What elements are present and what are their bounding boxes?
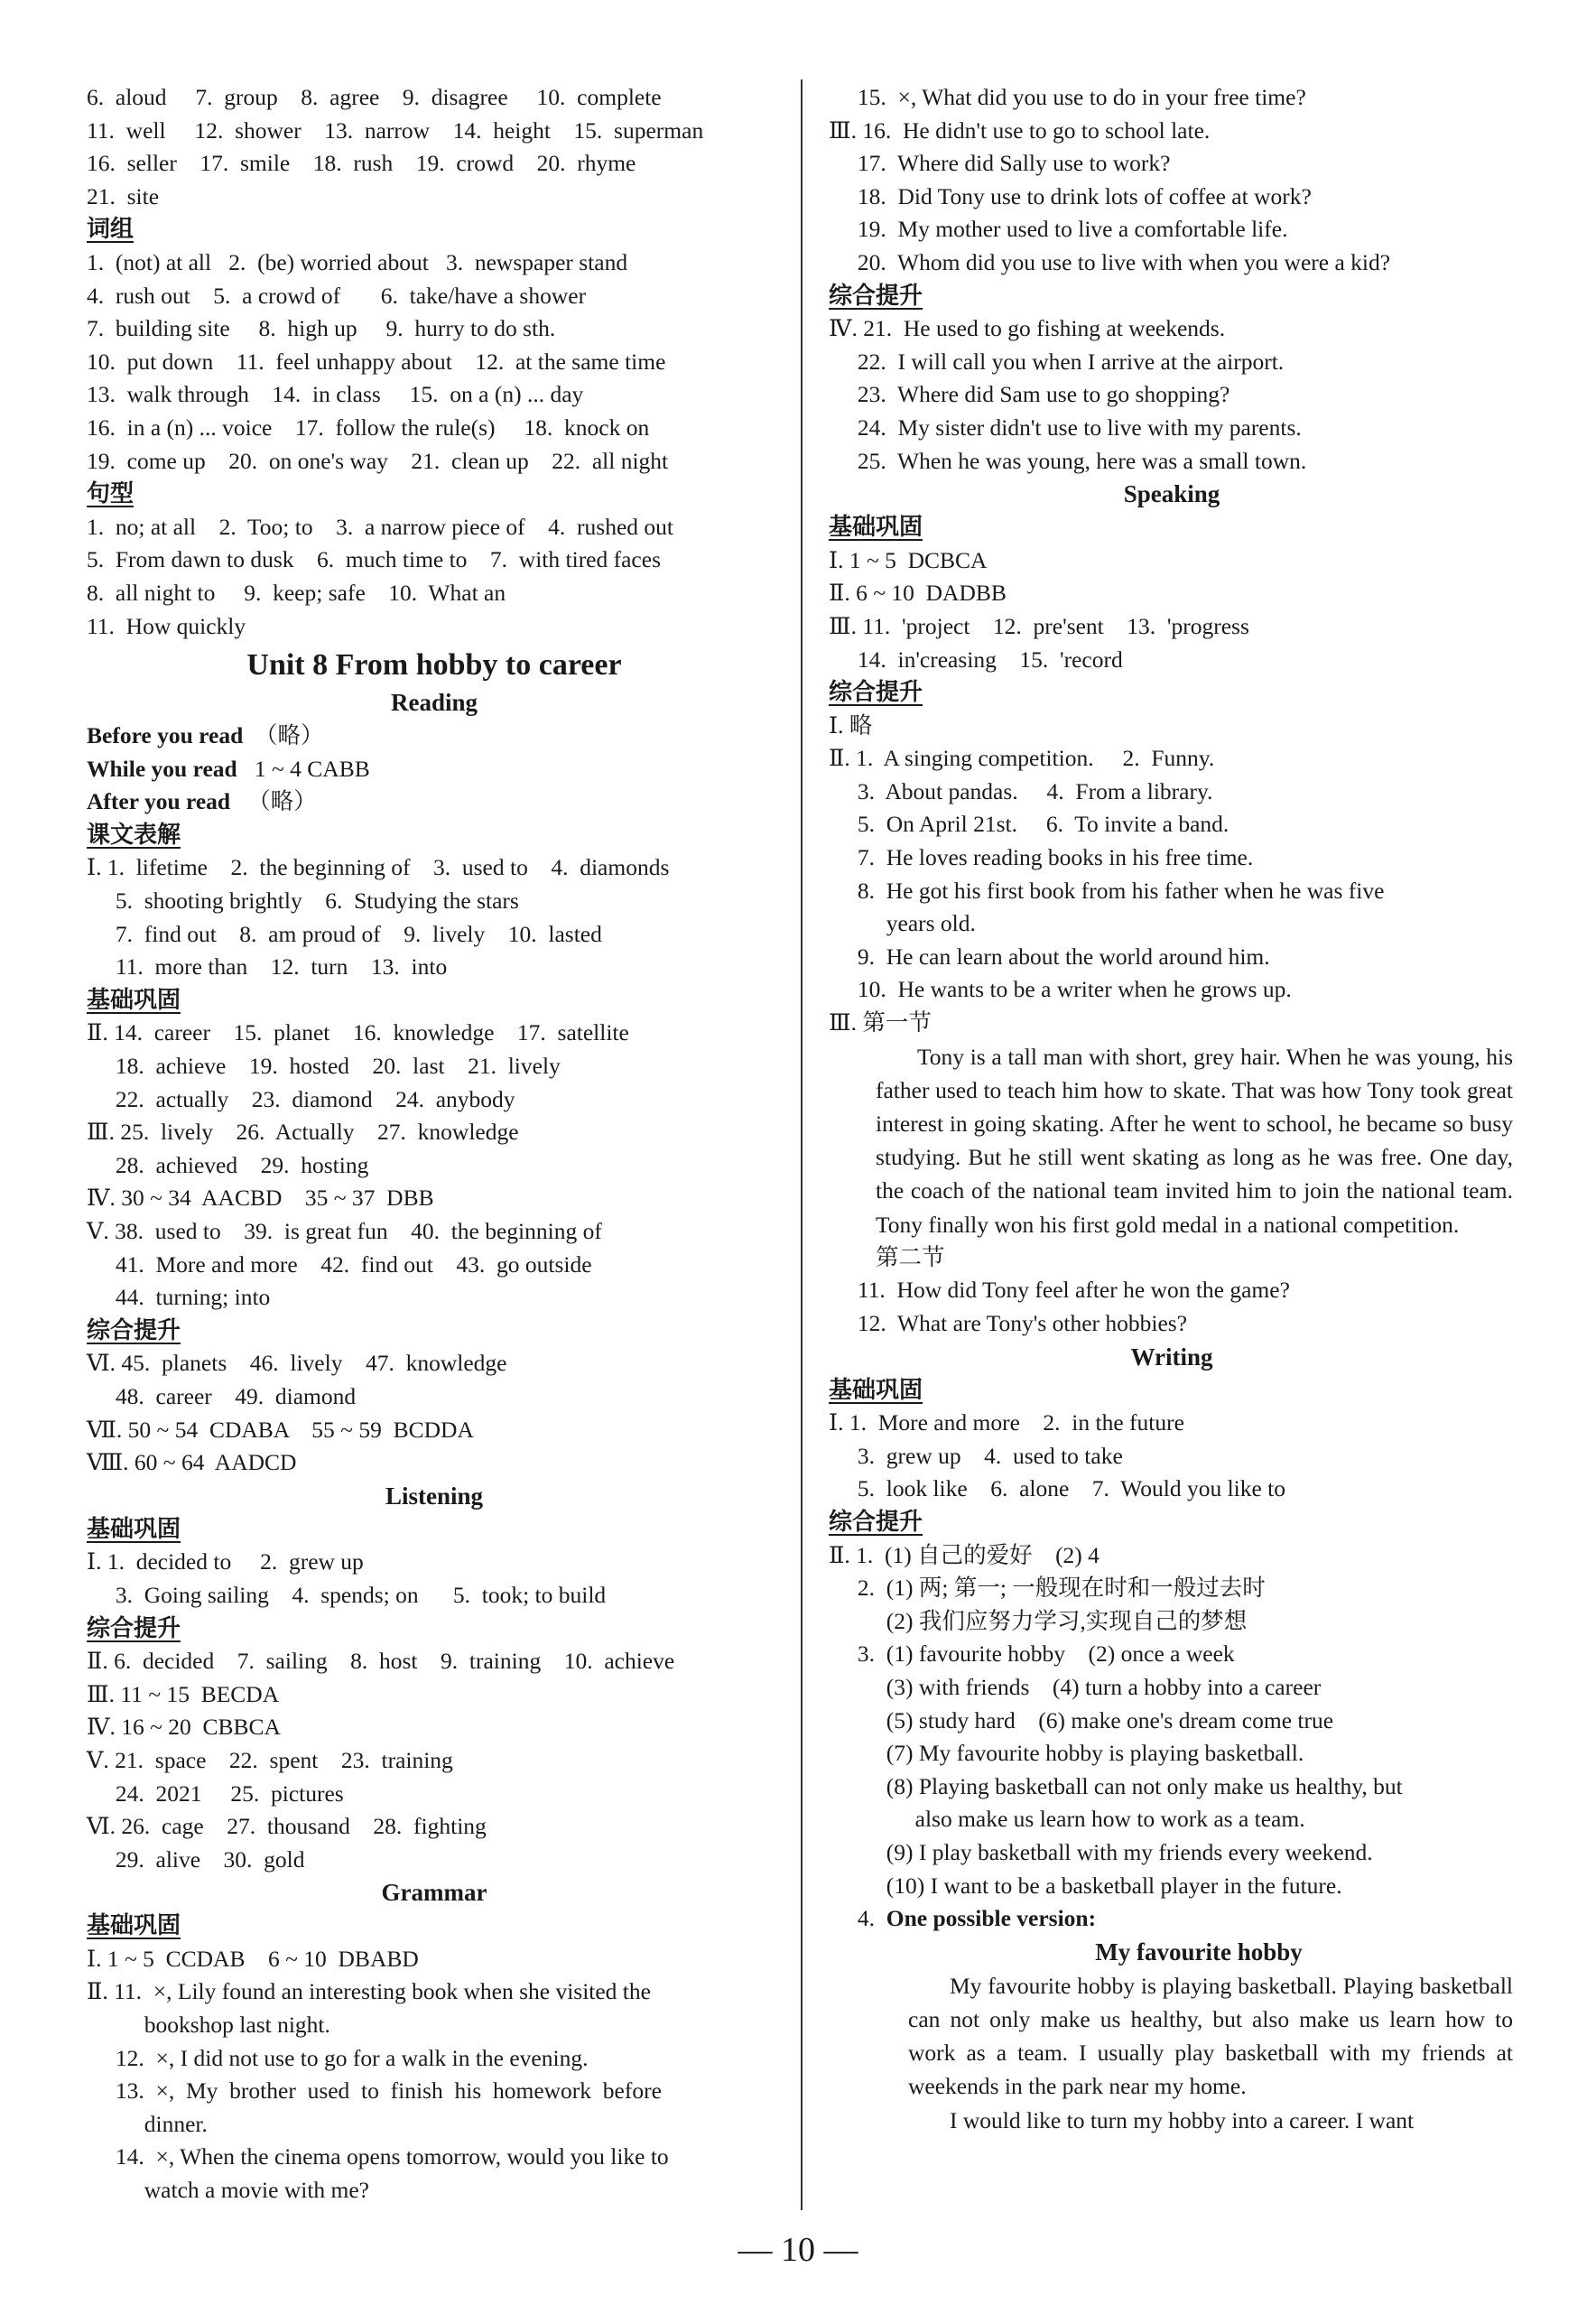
text-line: Ⅳ. 16 ~ 20 CBBCA bbox=[87, 1714, 281, 1741]
text-line: Ⅵ. 45. planets 46. lively 47. knowledge bbox=[87, 1350, 507, 1377]
section-heading-basic: 基础巩固 bbox=[829, 1376, 923, 1404]
text-line: Ⅴ. 38. used to 39. is great fun 40. the beginning of bbox=[87, 1218, 602, 1244]
text-line: 2. (1) 两; 第一; 一般现在时和一般过去时 bbox=[829, 1575, 1266, 1602]
listening-heading: Listening bbox=[385, 1482, 484, 1510]
text-line: (9) I play basketball with my friends every weekend. bbox=[829, 1838, 1373, 1865]
text-line: Ⅱ. 11. ×, Lily found an interesting book when she visited the bbox=[87, 1978, 651, 2005]
column-divider bbox=[801, 79, 803, 2210]
text-line: Ⅱ. 1. (1) 自己的爱好 (2) 4 bbox=[829, 1541, 1100, 1568]
text-line: 7. building site 8. high up 9. hurry to do sth. bbox=[87, 315, 556, 342]
essay-title: My favourite hobby bbox=[1095, 1938, 1303, 1966]
text-line: 21. site bbox=[87, 182, 160, 209]
text-line: 48. career 49. diamond bbox=[87, 1382, 357, 1409]
text-line: Ⅰ. 1. lifetime 2. the beginning of 3. used to 4. diamonds bbox=[87, 854, 670, 881]
reading-heading: Reading bbox=[390, 689, 478, 717]
text-line: 22. I will call you when I arrive at the airport. bbox=[829, 348, 1285, 375]
text-line: 11. more than 12. turn 13. into bbox=[87, 953, 448, 980]
text-line: 16. seller 17. smile 18. rush 19. crowd 20. rhyme bbox=[87, 150, 636, 177]
text-line: (2) 我们应努力学习,实现自己的梦想 bbox=[829, 1607, 1248, 1634]
line-rest: （略） bbox=[243, 722, 324, 749]
text-line: Ⅲ. 11 ~ 15 BECDA bbox=[87, 1680, 280, 1707]
text-line: Ⅲ. 25. lively 26. Actually 27. knowledge bbox=[87, 1119, 519, 1146]
text-line: Ⅴ. 21. space 22. spent 23. training bbox=[87, 1746, 453, 1773]
text-line: Ⅳ. 21. He used to go fishing at weekends. bbox=[829, 315, 1226, 342]
text-line: Ⅱ. 6. decided 7. sailing 8. host 9. training 10. achieve bbox=[87, 1648, 675, 1675]
text-line: 7. He loves reading books in his free time. bbox=[829, 844, 1254, 871]
text-line: 17. Where did Sally use to work? bbox=[829, 150, 1171, 177]
text-line: 22. actually 23. diamond 24. anybody bbox=[87, 1085, 515, 1112]
text-line: 18. Did Tony use to drink lots of coffee at work? bbox=[829, 182, 1312, 209]
grammar-heading: Grammar bbox=[381, 1879, 487, 1907]
text-line: 11. How did Tony feel after he won the game? bbox=[829, 1277, 1290, 1304]
left-column bbox=[87, 81, 782, 2207]
version-number: 4. bbox=[829, 1905, 886, 1932]
text-line: Ⅲ. 第一节 bbox=[829, 1009, 932, 1036]
text-line: 5. look like 6. alone 7. Would you like to bbox=[829, 1475, 1286, 1502]
text-line: Ⅰ. 1 ~ 5 DCBCA bbox=[829, 546, 988, 573]
text-line: Ⅱ. 1. A singing competition. 2. Funny. bbox=[829, 745, 1215, 772]
text-line: Ⅳ. 30 ~ 34 AACBD 35 ~ 37 DBB bbox=[87, 1185, 434, 1212]
text-line bbox=[87, 720, 782, 753]
text-line: 44. turning; into bbox=[87, 1284, 271, 1311]
line-rest: （略） bbox=[230, 788, 317, 815]
text-line: 14. in'creasing 15. 'record bbox=[829, 646, 1123, 673]
text-line: watch a movie with me? bbox=[87, 2177, 369, 2204]
text-line: 5. shooting brightly 6. Studying the stars bbox=[87, 887, 519, 915]
text-line: 19. My mother used to live a comfortable life. bbox=[829, 216, 1288, 243]
section-heading-text: 课文表解 bbox=[87, 821, 181, 849]
text-line: Ⅱ. 14. career 15. planet 16. knowledge 17. satellite bbox=[87, 1019, 629, 1046]
text-line: 10. put down 11. feel unhappy about 12. at the same time bbox=[87, 348, 666, 375]
text-line: (8) Playing basketball can not only make us healthy, but bbox=[829, 1772, 1403, 1799]
text-line: Ⅰ. 略 bbox=[829, 711, 873, 739]
text-line: (3) with friends (4) turn a hobby into a career bbox=[829, 1673, 1322, 1700]
text-line: 13. ×, My brother used to finish his homework before bbox=[87, 2077, 662, 2105]
text-line: 9. He can learn about the world around him. bbox=[829, 943, 1270, 970]
text-line: dinner. bbox=[87, 2110, 208, 2137]
story-paragraph: Tony is a tall man with short, grey hair. When he was young, his father used to teach him how to skate. That was how Tony took great interest in going skating. After he went to school, he became so busy studying. But he still went skating as long as he was free. One day, the coach of the national team invited him to join the national team. Tony finally won his first gold medal in a national competition. bbox=[876, 1043, 1513, 1238]
text-line: Ⅷ. 60 ~ 64 AADCD bbox=[87, 1449, 297, 1476]
text-line: 13. walk through 14. in class 15. on a (n) ... day bbox=[87, 381, 584, 408]
right-column bbox=[829, 81, 1515, 2137]
text-line: 11. well 12. shower 13. narrow 14. height 15. superman bbox=[87, 116, 704, 144]
text-line: 3. (1) favourite hobby (2) once a week bbox=[829, 1640, 1235, 1668]
text-line: also make us learn how to work as a team. bbox=[829, 1806, 1305, 1833]
text-line: 25. When he was young, here was a small town. bbox=[829, 447, 1307, 474]
text-line: 15. ×, What did you use to do in your free time? bbox=[829, 84, 1306, 110]
page-number: — 10 — bbox=[738, 2231, 858, 2269]
section-heading-improve: 综合提升 bbox=[829, 282, 923, 310]
section-heading-phrases: 词组 bbox=[87, 216, 135, 244]
text-line bbox=[87, 785, 782, 819]
text-line: Ⅱ. 6 ~ 10 DADBB bbox=[829, 580, 1007, 607]
text-line: 7. find out 8. am proud of 9. lively 10. lasted bbox=[87, 920, 602, 947]
speaking-heading: Speaking bbox=[1123, 480, 1220, 508]
section-heading-basic: 基础巩固 bbox=[87, 986, 181, 1014]
text-line: Ⅲ. 11. 'project 12. pre'sent 13. 'progress bbox=[829, 612, 1249, 639]
text-line: 14. ×, When the cinema opens tomorrow, would you like to bbox=[87, 2143, 669, 2170]
text-line: 3. Going sailing 4. spends; on 5. took; to build bbox=[87, 1581, 607, 1608]
essay-paragraph: I would like to turn my hobby into a career. I want bbox=[950, 2106, 1415, 2133]
text-line bbox=[829, 1902, 1515, 1936]
text-line: Ⅶ. 50 ~ 54 CDABA 55 ~ 59 BCDDA bbox=[87, 1416, 474, 1443]
text-line: 23. Where did Sam use to go shopping? bbox=[829, 381, 1230, 408]
section-heading-sentences: 句型 bbox=[87, 480, 135, 508]
section-heading-improve: 综合提升 bbox=[829, 1509, 923, 1536]
text-line: 1. (not) at all 2. (be) worried about 3. newspaper stand bbox=[87, 248, 628, 275]
line-lead: After you read bbox=[87, 788, 231, 815]
text-line: 41. More and more 42. find out 43. go outside bbox=[87, 1250, 592, 1278]
text-line: 3. About pandas. 4. From a library. bbox=[829, 777, 1213, 804]
text-line: 8. He got his first book from his father when he was five bbox=[829, 877, 1385, 904]
text-line: Ⅲ. 16. He didn't use to go to school late. bbox=[829, 116, 1211, 144]
text-line: 24. My sister didn't use to live with my parents. bbox=[829, 414, 1302, 441]
section-heading-basic: 基础巩固 bbox=[87, 1515, 181, 1543]
section-heading-improve: 综合提升 bbox=[87, 1614, 181, 1642]
text-line: 6. aloud 7. group 8. agree 9. disagree 10. complete bbox=[87, 84, 662, 110]
text-line: years old. bbox=[829, 910, 976, 937]
text-line: 16. in a (n) ... voice 17. follow the rule(s) 18. knock on bbox=[87, 414, 650, 441]
line-rest: 1 ~ 4 CABB bbox=[237, 755, 370, 782]
text-line: (5) study hard (6) make one's dream come true bbox=[829, 1706, 1334, 1733]
text-line: Ⅵ. 26. cage 27. thousand 28. fighting bbox=[87, 1813, 487, 1840]
line-lead: Before you read bbox=[87, 722, 244, 749]
text-line: 4. rush out 5. a crowd of 6. take/have a shower bbox=[87, 282, 587, 309]
text-line: (7) My favourite hobby is playing basketball. bbox=[829, 1740, 1304, 1767]
text-line: 19. come up 20. on one's way 21. clean up 22. all night bbox=[87, 447, 669, 474]
section-heading-improve: 综合提升 bbox=[829, 679, 923, 707]
line-lead: While you read bbox=[87, 755, 237, 782]
text-line: 第二节 bbox=[876, 1243, 945, 1270]
text-line: 10. He wants to be a writer when he grows up. bbox=[829, 976, 1292, 1003]
text-line: 12. What are Tony's other hobbies? bbox=[829, 1310, 1188, 1337]
text-line: 24. 2021 25. pictures bbox=[87, 1780, 344, 1807]
section-heading-basic: 基础巩固 bbox=[87, 1912, 181, 1940]
text-line: 29. alive 30. gold bbox=[87, 1845, 305, 1873]
text-line: 1. no; at all 2. Too; to 3. a narrow piece of 4. rushed out bbox=[87, 513, 673, 540]
text-line: 8. all night to 9. keep; safe 10. What an bbox=[87, 579, 506, 606]
text-line: 5. On April 21st. 6. To invite a band. bbox=[829, 811, 1229, 838]
text-line: 3. grew up 4. used to take bbox=[829, 1442, 1123, 1469]
text-line bbox=[87, 753, 782, 786]
text-line: 12. ×, I did not use to go for a walk in the evening. bbox=[87, 2044, 589, 2071]
text-line: 28. achieved 29. hosting bbox=[87, 1151, 369, 1178]
section-heading-basic: 基础巩固 bbox=[829, 514, 923, 542]
unit-title: Unit 8 From hobby to career bbox=[246, 648, 622, 683]
section-heading-improve: 综合提升 bbox=[87, 1316, 181, 1344]
text-line: 20. Whom did you use to live with when you were a kid? bbox=[829, 248, 1391, 275]
writing-heading: Writing bbox=[1130, 1343, 1213, 1371]
text-line: 5. From dawn to dusk 6. much time to 7. with tired faces bbox=[87, 546, 661, 573]
text-line: (10) I want to be a basketball player in the future. bbox=[829, 1872, 1342, 1899]
essay-paragraph: My favourite hobby is playing basketball. Playing basketball can not only make us healthy, but also make us learn how to work as a team. I usually play basketball with my friends at weekends in the park near my home. bbox=[908, 1972, 1513, 2100]
text-line: Ⅰ. 1. decided to 2. grew up bbox=[87, 1548, 364, 1575]
text-line: Ⅰ. 1. More and more 2. in the future bbox=[829, 1409, 1184, 1436]
text-line: 18. achieve 19. hosted 20. last 21. lively bbox=[87, 1053, 561, 1080]
version-label: One possible version: bbox=[886, 1905, 1097, 1932]
text-line: 11. How quickly bbox=[87, 612, 246, 639]
text-line: Ⅰ. 1 ~ 5 CCDAB 6 ~ 10 DBABD bbox=[87, 1945, 419, 1972]
text-line: bookshop last night. bbox=[87, 2012, 330, 2039]
